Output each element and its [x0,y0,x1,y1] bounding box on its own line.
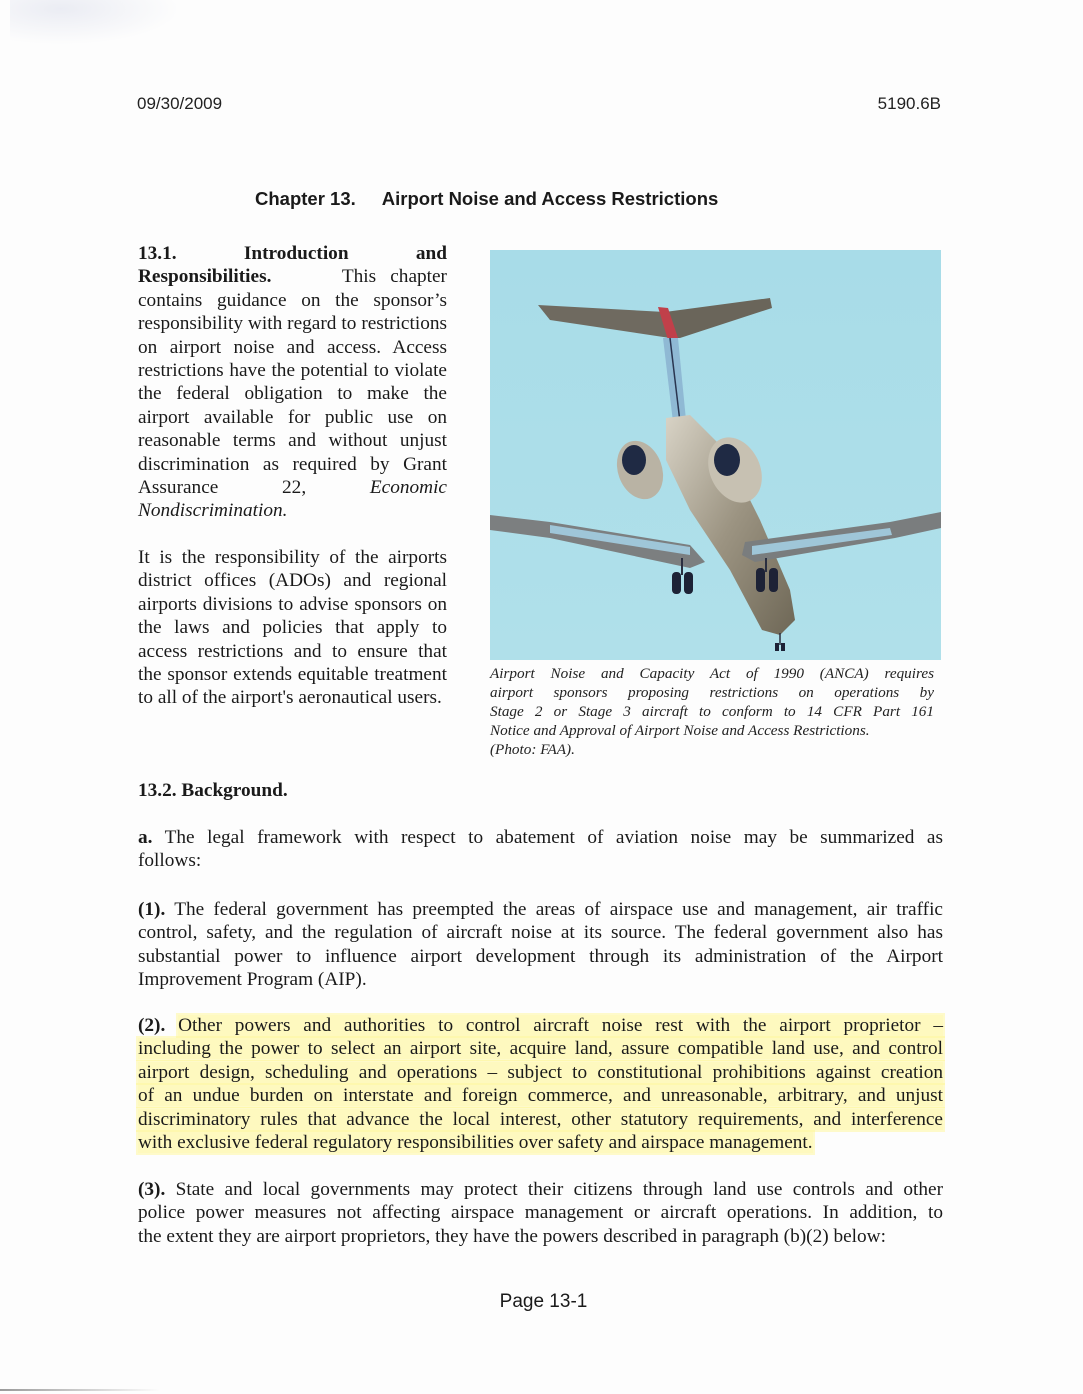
paragraph-label: (1). [138,899,166,920]
caption-line: airport sponsors proposing restrictions on operations by [490,684,934,701]
photo-caption [490,664,934,759]
section-number: 13.1. [138,243,177,264]
intro-text: This chapter contains guidance on the sponsor’s responsibility with regard to restrictions on airport noise and access. Access restrictions have the potential to violate the federal obligation to make the airport available for public use on reasonable terms and without unjust discrimination as required by Grant Assurance 22, [138,266,447,499]
right-gear-wheel [756,568,765,592]
nose-gear-wheel [781,643,785,651]
highlighted-line: discriminatory rules that advance the local interest, other statutory requirements, and interference [138,1108,943,1130]
header-order-number: 5190.6B [877,94,941,113]
chapter-name: Airport Noise and Access Restrictions [381,188,719,209]
grant-assurance-title: Economic Nondiscrimination. [138,477,447,522]
section-13-1-heading [138,242,447,265]
highlighted-line: of an undue burden on interstate and foreign commerce, and unreasonable, arbitrary, and unjust [138,1085,943,1107]
header-date: 09/30/2009 [137,94,223,113]
right-engine-intake [714,444,740,476]
paragraph-label: (3). [138,1179,166,1200]
chapter-title [255,188,718,210]
paragraph-line: State and local governments may protect their citizens through land use controls and other [175,1179,943,1200]
caption-line: (Photo: FAA). [490,741,575,758]
highlighted-line: airport design, scheduling and operations – subject to constitutional prohibitions against creation [138,1061,943,1083]
paragraph-line: The legal framework with respect to abatement of aviation noise may be summarized as [164,827,943,848]
paragraph-label: a. [138,827,153,848]
paragraph-line: police power measures not affecting airspace management or aircraft operations. In addition, to [138,1202,943,1224]
paragraph-line: follows: [138,850,202,872]
highlighted-line: with exclusive federal regulatory responsibilities over safety and airspace management. [138,1132,813,1154]
heading-word: and [415,243,447,264]
caption-line: Airport Noise and Capacity Act of 1990 (ANCA) requires [490,665,934,682]
right-gear-wheel [769,568,778,592]
paragraph-2-highlighted [138,1014,943,1154]
highlighted-line: Other powers and authorities to control aircraft noise rest with the airport proprietor – [178,1015,943,1036]
section-13-1-heading-cont: Responsibilities. [138,266,272,288]
paragraph-3 [138,1178,943,1248]
section-13-2-heading: 13.2. Background. [138,780,288,801]
scan-smudge [10,0,180,45]
aircraft-illustration [490,250,941,660]
paragraph-1 [138,898,943,992]
scan-edge-line [0,1389,160,1391]
nose-gear-wheel [775,643,779,651]
highlighted-line: including the power to select an airport site, acquire land, assure compatible land use, and control [138,1038,943,1060]
page-number: Page 13-1 [499,1291,588,1312]
paragraph-line: control, safety, and the regulation of aircraft noise at its source. The federal government also has [138,922,943,944]
paragraph-label: (2). [138,1015,166,1036]
ado-responsibility-paragraph: It is the responsibility of the airports district offices (ADOs) and regional airports divisions to advise sponsors on the laws and policies that apply to access restrictions and to ensure that the sponsor extends equitable treatment to all of the airport's aeronautical users. [138,546,447,709]
paragraph-line: the extent they are airport proprietors, they have the powers described in paragraph (b)(2) below: [138,1225,886,1247]
intro-paragraph [138,242,447,523]
intro-column [138,242,447,710]
paragraph-line: substantial power to influence airport development through its administration of the Airport [138,945,943,967]
paragraph-line: The federal government has preempted the areas of airspace use and management, air traffic [174,899,943,920]
caption-line: Stage 2 or Stage 3 aircraft to conform to 14 CFR Part 161 [490,703,934,720]
chapter-number: Chapter 13. [255,188,356,209]
left-engine-intake [622,445,646,475]
aircraft-photo [490,250,941,660]
caption-line: Notice and Approval of Airport Noise and Access Restrictions. [490,722,870,739]
paragraph-line: Improvement Program (AIP). [138,969,367,991]
left-gear-wheel [684,572,693,594]
left-gear-wheel [672,572,681,594]
heading-word: Introduction [243,243,349,264]
paragraph-a [138,826,943,873]
